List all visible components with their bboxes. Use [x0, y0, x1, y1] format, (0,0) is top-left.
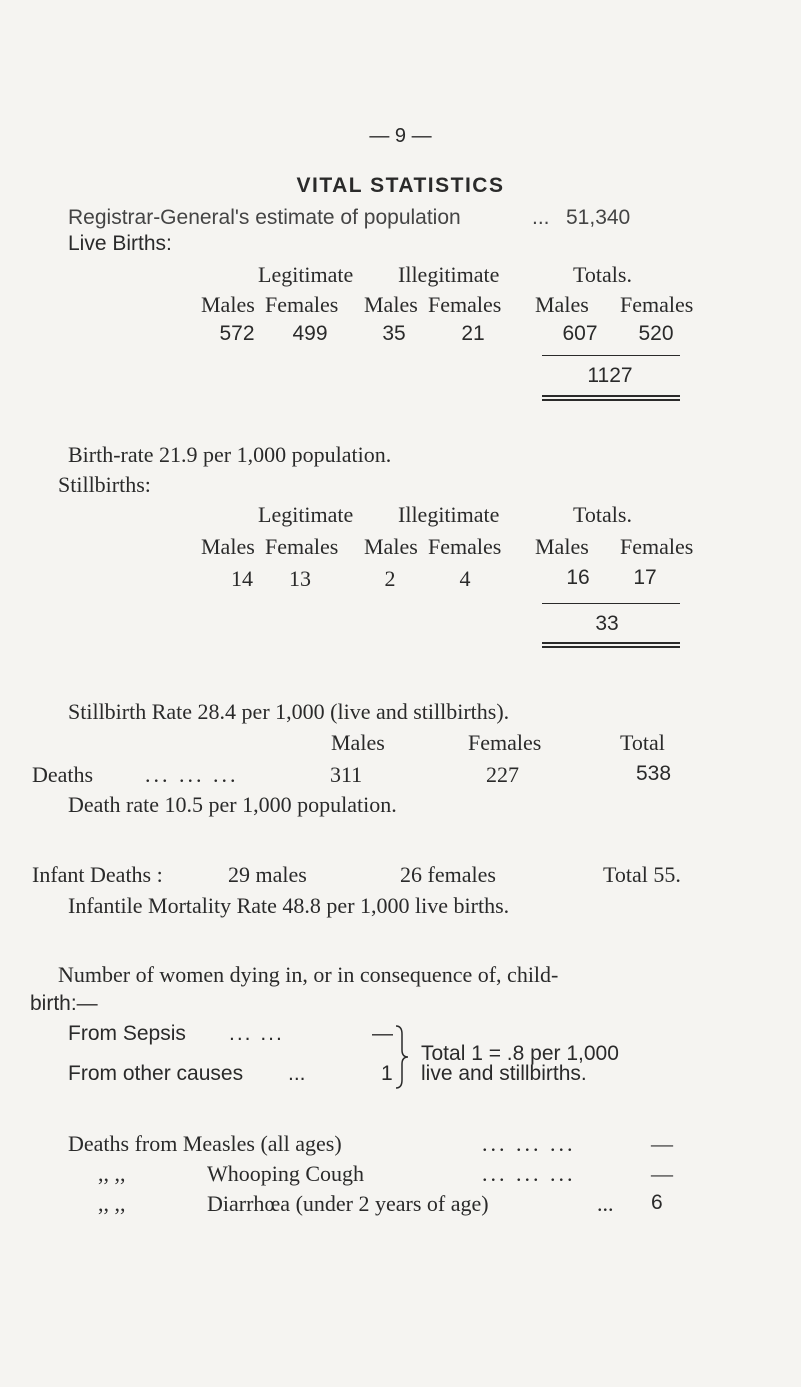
sb-group-illegitimate: Illegitimate	[398, 502, 500, 527]
maternal-note-line1: Total 1 = .8 per 1,000	[421, 1042, 619, 1065]
deaths-value-total: 538	[636, 762, 672, 785]
sb-value-total-males: 16	[566, 566, 590, 589]
maternal-other-value: 1	[381, 1062, 393, 1085]
disease-label-diarrhoea: Diarrhœa (under 2 years of age)	[207, 1191, 489, 1216]
infant-deaths-females: 26 females	[400, 862, 496, 887]
sb-sub-males-2: Males	[364, 534, 418, 559]
lb-sub-males-2: Males	[364, 292, 418, 317]
deaths-header-males: Males	[331, 730, 385, 755]
birth-rate: Birth-rate 21.9 per 1,000 population.	[68, 442, 392, 467]
deaths-label: Deaths	[32, 762, 94, 787]
sb-double-rule-top	[542, 642, 680, 644]
sb-sub-females-2: Females	[428, 534, 502, 559]
estimate-dots: ...	[532, 206, 550, 229]
sb-sum-rule	[542, 603, 680, 604]
disease-value-measles: —	[651, 1131, 673, 1156]
lb-grand-total: 1127	[587, 364, 633, 387]
disease-dots-diarrhoea: ...	[597, 1191, 614, 1216]
estimate-value: 51,340	[566, 206, 631, 229]
lb-sub-males-1: Males	[201, 292, 255, 317]
infantile-mortality: Infantile Mortality Rate 48.8 per 1,000 live births.	[68, 893, 510, 918]
sb-sub-males-1: Males	[201, 534, 255, 559]
infant-deaths-total: Total 55.	[603, 862, 681, 887]
disease-value-diarrhoea: 6	[651, 1191, 663, 1214]
maternal-heading-line1: Number of women dying in, or in consequence of, child-	[58, 962, 559, 987]
lb-value-illegit-females: 21	[461, 322, 485, 345]
deaths-value-females: 227	[486, 762, 519, 787]
sb-value-total-females: 17	[633, 566, 657, 589]
disease-label-measles: Deaths from Measles (all ages)	[68, 1131, 342, 1156]
disease-dots-measles: ... ... ...	[482, 1131, 576, 1156]
lb-group-totals: Totals.	[573, 262, 632, 287]
brace-icon	[392, 1022, 412, 1092]
lb-sum-rule	[542, 355, 680, 356]
live-births-heading: Live Births:	[68, 232, 172, 255]
infant-deaths-label: Infant Deaths :	[32, 862, 163, 887]
deaths-value-males: 311	[330, 762, 363, 787]
disease-ditto-whooping: ,, ,,	[98, 1161, 126, 1186]
maternal-other-dots: ...	[288, 1062, 306, 1085]
sb-value-illegit-females: 4	[459, 566, 471, 591]
lb-sub-males-3: Males	[535, 292, 589, 317]
death-rate: Death rate 10.5 per 1,000 population.	[68, 792, 397, 817]
lb-value-legit-males: 572	[219, 322, 255, 345]
lb-double-rule-bottom	[542, 399, 680, 401]
page-number: — 9 —	[369, 125, 432, 147]
sb-value-legit-females: 13	[289, 566, 311, 591]
sb-group-totals: Totals.	[573, 502, 632, 527]
deaths-dots: ... ... ...	[145, 762, 239, 787]
maternal-sepsis-label: From Sepsis	[68, 1022, 186, 1045]
deaths-header-females: Females	[468, 730, 542, 755]
page-title: VITAL STATISTICS	[296, 174, 505, 197]
sb-value-legit-males: 14	[231, 566, 253, 591]
sb-group-legitimate: Legitimate	[258, 502, 354, 527]
maternal-sepsis-dots: ... ...	[229, 1022, 284, 1045]
sb-value-illegit-males: 2	[384, 566, 396, 591]
estimate-label: Registrar-General's estimate of population	[68, 206, 461, 229]
stillbirths-heading: Stillbirths:	[58, 472, 151, 497]
maternal-other-label: From other causes	[68, 1062, 244, 1085]
lb-value-illegit-males: 35	[382, 322, 406, 345]
disease-value-whooping: —	[651, 1161, 673, 1186]
disease-dots-whooping: ... ... ...	[482, 1161, 576, 1186]
maternal-note-line2: live and stillbirths.	[421, 1062, 587, 1085]
lb-sub-females-1: Females	[265, 292, 339, 317]
lb-value-total-males: 607	[562, 322, 598, 345]
sb-double-rule-bottom	[542, 646, 680, 648]
sb-grand-total: 33	[595, 612, 619, 635]
lb-double-rule-top	[542, 395, 680, 397]
disease-ditto-diarrhoea: ,, ,,	[98, 1191, 126, 1216]
sb-sub-females-1: Females	[265, 534, 339, 559]
lb-group-legitimate: Legitimate	[258, 262, 354, 287]
sb-sub-males-3: Males	[535, 534, 589, 559]
lb-value-total-females: 520	[638, 322, 674, 345]
lb-sub-females-2: Females	[428, 292, 502, 317]
infant-deaths-males: 29 males	[228, 862, 307, 887]
sb-sub-females-3: Females	[620, 534, 694, 559]
maternal-sepsis-value: —	[372, 1022, 393, 1045]
deaths-header-total: Total	[620, 730, 665, 755]
lb-group-illegitimate: Illegitimate	[398, 262, 500, 287]
maternal-heading-line2: birth:—	[30, 992, 98, 1015]
lb-sub-females-3: Females	[620, 292, 694, 317]
stillbirth-rate: Stillbirth Rate 28.4 per 1,000 (live and stillbirths).	[68, 699, 510, 724]
disease-label-whooping: Whooping Cough	[207, 1161, 365, 1186]
lb-value-legit-females: 499	[292, 322, 328, 345]
